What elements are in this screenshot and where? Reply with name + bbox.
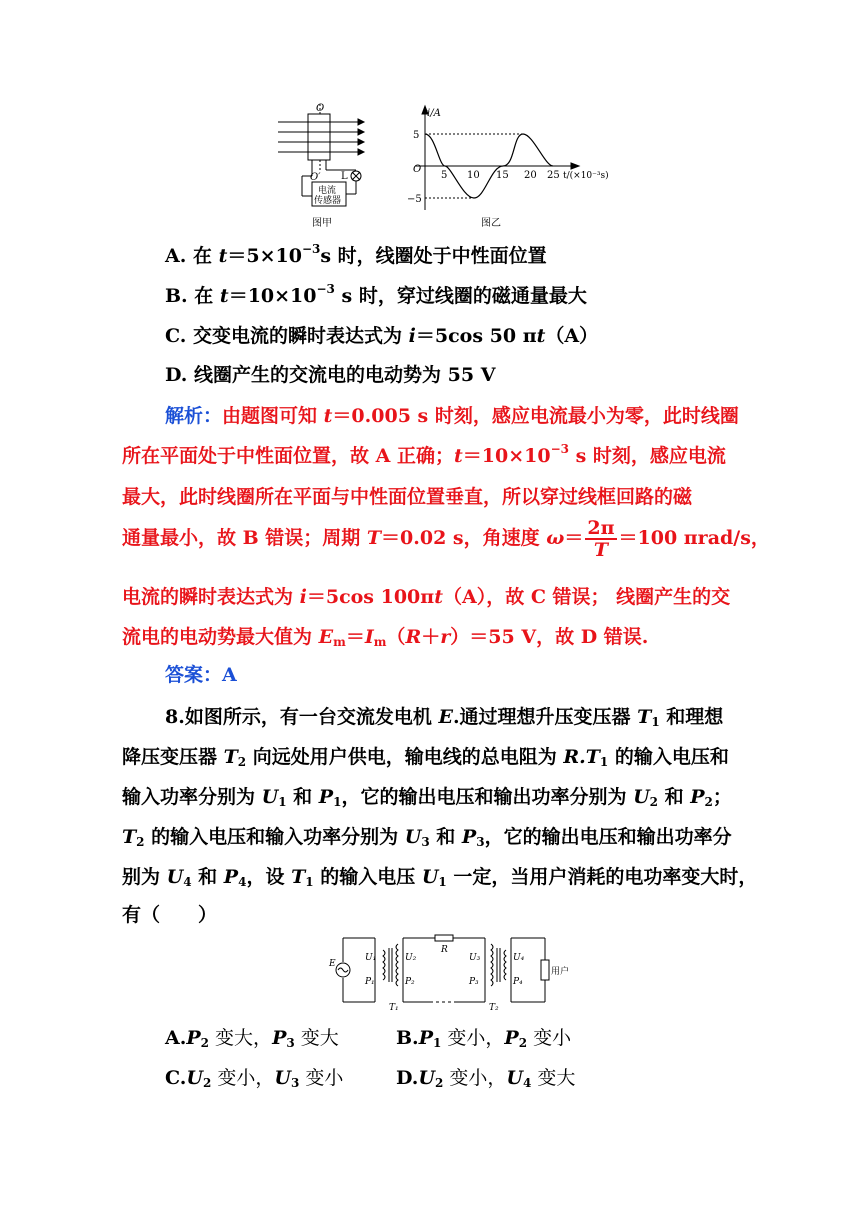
q8-text: ，它的输出电压和输出功率分 bbox=[484, 826, 732, 848]
q8-opt-sub: 2 bbox=[518, 1036, 528, 1050]
q8-var: U bbox=[421, 866, 439, 888]
caption-yi: 图乙 bbox=[481, 218, 501, 229]
q7-c-var-t: t bbox=[536, 325, 546, 347]
analysis-omega: ω bbox=[546, 527, 565, 549]
q7-c-var-i: i bbox=[408, 325, 416, 347]
circuit-u1-label: U₁ bbox=[365, 953, 377, 963]
q8-option-c bbox=[165, 1063, 343, 1090]
q8-sub: 1 bbox=[333, 795, 342, 809]
analysis-text: （A），故 C 错误； 线圈产生的交 bbox=[442, 586, 731, 608]
q8-opt-sub: 4 bbox=[522, 1076, 532, 1090]
q8-opt-sub: 1 bbox=[432, 1036, 442, 1050]
q8-opt-text: 变大， bbox=[209, 1027, 273, 1049]
yi-tick-x: 25 bbox=[547, 170, 560, 181]
q7-c-prefix: C. 交变电流的瞬时表达式为 bbox=[165, 325, 409, 347]
q8-text: 别为 bbox=[122, 866, 167, 888]
analysis-text: ＝5cos 100π bbox=[306, 586, 435, 608]
analysis-line-6 bbox=[122, 622, 742, 649]
q8-sub: 1 bbox=[278, 795, 287, 809]
fraction-numerator: 2π bbox=[587, 517, 615, 539]
q8-option-d bbox=[396, 1063, 575, 1090]
yi-tick-5: 5 bbox=[413, 130, 420, 141]
circuit-u4-label: U₄ bbox=[513, 953, 525, 963]
label-l: L bbox=[341, 171, 348, 182]
analysis-var: E bbox=[318, 626, 334, 648]
q8-text: 的输入电压 bbox=[313, 866, 422, 888]
caption-jia: 图甲 bbox=[312, 218, 332, 229]
q8-sub: 4 bbox=[183, 875, 192, 889]
q7-b-exp: −3 bbox=[316, 282, 335, 296]
q8-option-a bbox=[165, 1023, 339, 1050]
q8-opt-var: U bbox=[506, 1067, 523, 1089]
analysis-text: 流电的电动势最大值为 bbox=[122, 626, 319, 648]
q8-opt-var: U bbox=[186, 1067, 203, 1089]
q8-text: 和 bbox=[658, 786, 691, 808]
q8-opt-sub: 3 bbox=[290, 1076, 300, 1090]
q8-line-5 bbox=[122, 862, 758, 889]
q8-line-6 bbox=[122, 900, 742, 927]
yi-tick-x: 5 bbox=[441, 170, 448, 181]
analysis-text: ＝0.005 s 时刻，感应电流最小为零，此时线圈 bbox=[332, 405, 739, 427]
q8-var: U bbox=[633, 786, 650, 808]
q8-opt-var: P bbox=[272, 1027, 287, 1049]
q8-var: P bbox=[318, 786, 334, 808]
q8-var: E bbox=[438, 706, 453, 728]
omega-fraction bbox=[585, 518, 616, 560]
q8-var: T bbox=[585, 746, 600, 768]
analysis-text: 由题图可知 bbox=[222, 405, 324, 427]
q8-line-4 bbox=[122, 822, 742, 849]
q8-line-2 bbox=[122, 742, 742, 769]
circuit-r-label: R bbox=[441, 945, 448, 955]
q8-var: U bbox=[166, 866, 184, 888]
q7-option-a bbox=[165, 244, 547, 268]
analysis-exp: −3 bbox=[550, 442, 569, 456]
yi-tick-x: 20 bbox=[524, 170, 537, 181]
q8-text: 和 bbox=[286, 786, 319, 808]
q7-a-prefix: A. 在 bbox=[165, 245, 219, 267]
circuit-p1-label: P₁ bbox=[365, 977, 375, 987]
sensor-label-1: 电流 bbox=[318, 186, 337, 196]
q8-opt-var: P bbox=[186, 1027, 201, 1049]
q7-option-c bbox=[165, 324, 598, 348]
q8-text: 有（ ） bbox=[122, 904, 218, 926]
q8-text: 一定，当用户消耗的电功率变大时， bbox=[446, 866, 758, 888]
q7-b-suffix: s 时，穿过线圈的磁通量最大 bbox=[334, 285, 587, 307]
analysis-var: t bbox=[453, 445, 463, 467]
circuit-t1-label: T₁ bbox=[389, 1003, 399, 1012]
circuit-p4-label: P₄ bbox=[513, 977, 523, 987]
analysis-plus: ＋ bbox=[421, 626, 441, 648]
q8-sub: 1 bbox=[305, 875, 314, 889]
figure-transmission-circuit bbox=[325, 932, 580, 1012]
circuit-e-label: E bbox=[329, 959, 336, 969]
fraction-denominator: T bbox=[593, 539, 608, 561]
q8-opt-var: P bbox=[418, 1027, 433, 1049]
analysis-paren: ） bbox=[450, 626, 470, 648]
q8-line-3 bbox=[122, 782, 742, 809]
circuit-u2-label: U₂ bbox=[405, 953, 417, 963]
analysis-text: s 时刻，感应电流 bbox=[568, 445, 726, 467]
q8-var: U bbox=[404, 826, 422, 848]
analysis-text: ＝10×10 bbox=[462, 445, 551, 467]
analysis-paren: （ bbox=[386, 626, 406, 648]
q8-text: 的输入电压和输入功率分别为 bbox=[144, 826, 405, 848]
q8-sub: 4 bbox=[238, 875, 247, 889]
circuit-t2-label: T₂ bbox=[489, 1003, 499, 1012]
q8-text: 8.如图所示，有一台交流发电机 bbox=[165, 706, 439, 728]
q8-sub: 2 bbox=[237, 755, 247, 769]
q8-text: ，设 bbox=[246, 866, 292, 888]
q8-opt-text: 变小， bbox=[211, 1067, 275, 1089]
sensor-label-2: 传感器 bbox=[314, 196, 342, 206]
analysis-text: ＝0.02 s，角速度 bbox=[381, 527, 547, 549]
q8-var: P bbox=[690, 786, 705, 808]
label-o: O bbox=[316, 103, 325, 114]
q8-sub: 2 bbox=[704, 795, 713, 809]
q8-text: 降压变压器 bbox=[122, 746, 224, 768]
q8-text: ，它的输出电压和输出功率分别为 bbox=[341, 786, 634, 808]
q8-text: .通过理想升压变压器 bbox=[452, 706, 638, 728]
q8-opt-text: 变小 bbox=[299, 1067, 344, 1089]
analysis-var: i bbox=[299, 586, 307, 608]
q8-var: T bbox=[122, 826, 137, 848]
q8-opt-sub: 2 bbox=[202, 1076, 212, 1090]
q8-opt-text: 变大 bbox=[531, 1067, 576, 1089]
answer-label: 答案： bbox=[165, 664, 223, 686]
q8-sub: 1 bbox=[651, 715, 660, 729]
q7-c-suffix: （A） bbox=[545, 325, 599, 347]
yi-axis-y: i/A bbox=[427, 108, 441, 119]
q8-text: ； bbox=[712, 786, 732, 808]
analysis-text: 通量最小，故 B 错误；周期 bbox=[122, 527, 367, 549]
q8-text: 和 bbox=[429, 826, 462, 848]
q7-a-var: t bbox=[218, 245, 228, 267]
q7-a-exp: −3 bbox=[301, 242, 321, 256]
q8-var: P bbox=[223, 866, 239, 888]
q8-var: P bbox=[461, 826, 477, 848]
yi-axis-x: t/(×10⁻³s) bbox=[563, 171, 609, 181]
figure-yi-waveform bbox=[405, 100, 620, 230]
analysis-line-4 bbox=[122, 517, 770, 561]
q8-var: T bbox=[637, 706, 652, 728]
q7-option-b bbox=[165, 284, 587, 308]
q7-d-text: D. 线圈产生的交流电的电动势为 55 V bbox=[165, 364, 496, 386]
q8-opt-sub: 2 bbox=[200, 1036, 210, 1050]
yi-origin: O bbox=[413, 164, 422, 175]
q8-var: U bbox=[261, 786, 279, 808]
q7-option-d bbox=[165, 363, 495, 387]
analysis-line-2 bbox=[122, 441, 742, 468]
q8-opt-prefix: B. bbox=[396, 1027, 419, 1049]
q8-sub: 3 bbox=[476, 835, 485, 849]
analysis-sub: m bbox=[333, 635, 346, 649]
analysis-var: I bbox=[364, 626, 374, 648]
analysis-text: 电流的瞬时表达式为 bbox=[122, 586, 300, 608]
q8-opt-text: 变大 bbox=[294, 1027, 339, 1049]
analysis-eq: ＝ bbox=[345, 626, 365, 648]
q8-opt-prefix: D. bbox=[396, 1067, 419, 1089]
q7-c-mid: ＝5cos 50 π bbox=[415, 325, 537, 347]
q8-opt-sub: 3 bbox=[286, 1036, 295, 1050]
circuit-p2-label: P₂ bbox=[405, 977, 415, 987]
q8-line-1 bbox=[165, 702, 785, 729]
analysis-eq: ＝ bbox=[564, 527, 584, 549]
analysis-label: 解析： bbox=[165, 405, 223, 427]
q7-a-suffix: s 时，线圈处于中性面位置 bbox=[320, 245, 547, 267]
q8-text: 输入功率分别为 bbox=[122, 786, 262, 808]
q8-text: 和 bbox=[191, 866, 224, 888]
q7-b-prefix: B. 在 bbox=[165, 285, 220, 307]
q8-opt-sub: 2 bbox=[435, 1076, 444, 1090]
answer-value: A bbox=[222, 664, 237, 686]
analysis-line-1 bbox=[165, 401, 785, 428]
analysis-text: ＝100 πrad/s， bbox=[618, 527, 770, 549]
q8-var: T bbox=[291, 866, 306, 888]
yi-tick-x: 15 bbox=[496, 170, 509, 181]
q8-sub: 3 bbox=[421, 835, 430, 849]
analysis-text: 所在平面处于中性面位置，故 A 正确； bbox=[122, 445, 454, 467]
q7-a-mid: ＝5×10 bbox=[227, 245, 302, 267]
circuit-u3-label: U₃ bbox=[469, 953, 481, 963]
q8-var: R bbox=[563, 746, 580, 768]
q8-option-b bbox=[396, 1023, 571, 1050]
q8-opt-text: 变小 bbox=[527, 1027, 572, 1049]
q8-dot: . bbox=[579, 746, 586, 768]
q8-sub: 2 bbox=[136, 835, 145, 849]
analysis-var: r bbox=[440, 626, 451, 648]
analysis-sub: m bbox=[373, 635, 387, 649]
q8-opt-var: U bbox=[274, 1067, 291, 1089]
answer-line bbox=[165, 660, 785, 687]
q8-sub: 2 bbox=[649, 795, 659, 809]
q8-opt-prefix: A. bbox=[165, 1027, 187, 1049]
analysis-var: t bbox=[434, 586, 443, 608]
label-o-prime: O′ bbox=[310, 172, 321, 183]
analysis-text: ＝55 V，故 D 错误. bbox=[469, 626, 649, 648]
q8-sub: 1 bbox=[438, 875, 447, 889]
q8-text: 的输入电压和 bbox=[608, 746, 729, 768]
q8-opt-text: 变小， bbox=[441, 1027, 505, 1049]
q7-b-mid: ＝10×10 bbox=[228, 285, 317, 307]
q8-opt-var: U bbox=[418, 1067, 435, 1089]
yi-tick-neg5: −5 bbox=[407, 194, 422, 205]
q7-b-var: t bbox=[219, 285, 229, 307]
analysis-line-3 bbox=[122, 482, 742, 509]
analysis-var: T bbox=[366, 527, 382, 549]
figure-jia-coil-diagram bbox=[272, 100, 392, 230]
analysis-var: R bbox=[405, 626, 422, 648]
q8-text: 向远处用户供电，输电线的总电阻为 bbox=[246, 746, 564, 768]
q8-sub: 1 bbox=[599, 755, 609, 769]
analysis-var: t bbox=[323, 405, 333, 427]
circuit-user-label: 用户 bbox=[551, 967, 570, 977]
q8-opt-text: 变小， bbox=[443, 1067, 507, 1089]
analysis-text: 最大，此时线圈所在平面与中性面位置垂直，所以穿过线框回路的磁 bbox=[122, 486, 693, 508]
q8-opt-prefix: C. bbox=[165, 1067, 187, 1089]
yi-tick-x: 10 bbox=[467, 170, 480, 181]
q8-var: T bbox=[223, 746, 238, 768]
circuit-p3-label: P₃ bbox=[469, 977, 479, 987]
q8-text: 和理想 bbox=[659, 706, 724, 728]
analysis-line-5 bbox=[122, 582, 742, 609]
q8-opt-var: P bbox=[504, 1027, 519, 1049]
